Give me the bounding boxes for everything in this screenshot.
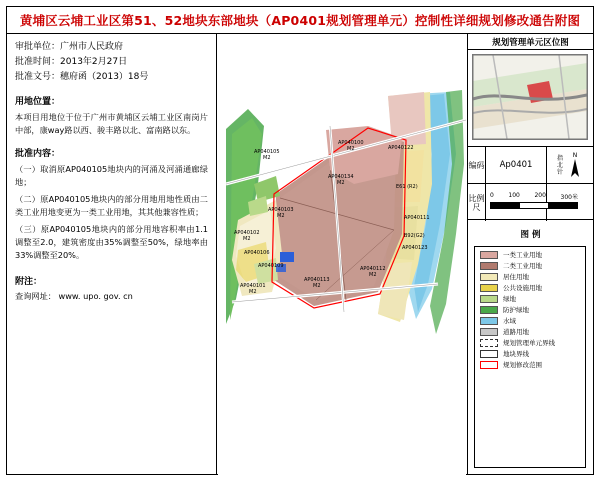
legend-list — [474, 246, 586, 468]
location-key-map[interactable] — [472, 54, 588, 140]
content-item: （三）原AP040105地块内的部分用地容积率由1.1调整至2.0，建筑密度由35%调整至50%，绿地率由33%调整至20%。 — [15, 224, 208, 260]
legend-item — [480, 273, 580, 281]
legend-label: 居住用地 — [503, 273, 529, 281]
legend-item — [480, 339, 580, 347]
legend-item — [480, 328, 580, 336]
code-row — [468, 147, 593, 184]
legend-swatch — [480, 350, 498, 358]
parcel-sub: M2 — [337, 180, 345, 186]
parcel-label — [402, 245, 428, 251]
approval-authority-label: 审批单位： — [15, 42, 61, 52]
legend-label: 水域 — [503, 317, 516, 325]
approval-date-label: 批准时间： — [15, 57, 61, 67]
parcel-label — [360, 266, 386, 278]
parcel-code: AP040100 — [338, 140, 364, 146]
compass-label: 指北针 — [556, 154, 563, 176]
approval-number-label: 批准文号： — [15, 72, 61, 82]
location-heading: 用地位置： — [15, 97, 61, 107]
legend-swatch — [480, 295, 498, 303]
legend-item — [480, 317, 580, 325]
compass — [547, 147, 593, 183]
parcel-label — [328, 174, 354, 186]
parcel-code: AP040134 — [328, 174, 354, 180]
legend-label: 防护绿地 — [503, 306, 529, 314]
notes-url: 查询网址： www. upo. gov. cn — [15, 291, 133, 301]
scale-label: 比例尺 — [468, 184, 486, 221]
code-scale-table — [468, 146, 593, 220]
legend-label: 道路用地 — [503, 328, 529, 336]
parcel-code: AP040123 — [402, 245, 428, 251]
legend-swatch — [480, 328, 498, 336]
scale-tick: 200 — [534, 192, 546, 199]
parcel-label — [396, 184, 418, 190]
sheet-title-bar — [7, 7, 593, 34]
legend-swatch — [480, 251, 498, 259]
legend-swatch — [480, 339, 498, 347]
approval-authority-row — [15, 40, 208, 55]
parcel-sub: M2 — [249, 289, 257, 295]
parcel-label — [254, 149, 280, 161]
content-heading: 批准内容： — [15, 149, 61, 159]
scale-tick: 0 — [490, 192, 494, 199]
parcel-code: AP040109 — [258, 263, 284, 269]
parcel-sub: M2 — [347, 146, 355, 152]
parcel-sub: M2 — [313, 283, 321, 289]
legend-panel — [467, 34, 593, 475]
parcel-code: E61 (R2) — [396, 184, 418, 190]
legend-label: 一类工业用地 — [503, 251, 542, 259]
legend-swatch — [480, 262, 498, 270]
scale-tick: 100 — [508, 192, 520, 199]
parcel-label-layer — [218, 34, 466, 475]
scale-bar-cell — [486, 184, 578, 221]
legend-label: 规划修改范围 — [503, 361, 542, 369]
parcel-code: AP040112 — [360, 266, 386, 272]
legend-item — [480, 295, 580, 303]
legend-label: 绿地 — [503, 295, 516, 303]
legend-label: 二类工业用地 — [503, 262, 542, 270]
parcel-code: AP040105 — [254, 149, 280, 155]
code-label: 编码 — [468, 147, 486, 183]
parcel-label — [338, 140, 364, 152]
parcel-label — [268, 207, 294, 219]
parcel-code: AP040102 — [234, 230, 260, 236]
content-item: （二）原AP040105地块内的部分用地用地性质由二类工业用地变更为一类工业用地，其其他兼容性质； — [15, 194, 208, 217]
scale-tick: 300米 — [560, 194, 578, 201]
legend-swatch — [480, 284, 498, 292]
parcel-sub: M2 — [277, 213, 285, 219]
approval-date-row — [15, 55, 208, 70]
parcel-sub: M2 — [369, 272, 377, 278]
approval-number-row — [15, 70, 208, 85]
notes-heading: 附注： — [15, 277, 43, 287]
page-title: 黄埔区云埔工业区第51、52地块东部地块（AP0401规划管理单元）控制性详细规划修改通告附图 — [19, 13, 581, 28]
legend-swatch — [480, 273, 498, 281]
approval-number-value: 穗府函（2013）18号 — [60, 72, 149, 82]
location-map-title: 规划管理单元区位图 — [468, 34, 593, 50]
legend-item — [480, 284, 580, 292]
parcel-code: AP040103 — [268, 207, 294, 213]
legend-label: 地块界线 — [503, 350, 529, 358]
legend-label: 规划管理单元界线 — [503, 339, 555, 347]
parcel-code: AP040111 — [404, 215, 430, 221]
parcel-label — [258, 263, 284, 269]
approval-date-value: 2013年2月27日 — [60, 57, 128, 67]
location-key-map-graphic — [473, 55, 587, 139]
legend-item — [480, 306, 580, 314]
parcel-label — [388, 145, 414, 151]
main-map[interactable] — [218, 34, 466, 475]
content-item: （一）取消原AP040105地块内的河涌及河涌通廊绿地； — [15, 164, 208, 187]
legend-item — [480, 262, 580, 270]
parcel-code: AP040106 — [244, 250, 270, 256]
info-panel — [7, 34, 217, 475]
legend-item — [480, 251, 580, 259]
svg-text:N: N — [572, 152, 577, 159]
legend-title: 图 例 — [520, 230, 541, 240]
parcel-label — [304, 277, 330, 289]
parcel-sub: M2 — [263, 155, 271, 161]
parcel-label — [240, 283, 266, 295]
legend-swatch — [480, 317, 498, 325]
parcel-code: B92(G2) — [404, 233, 425, 239]
north-arrow-icon — [565, 149, 585, 181]
parcel-label — [234, 230, 260, 242]
legend-swatch — [480, 306, 498, 314]
legend-label: 公共设施用地 — [503, 284, 542, 292]
legend-item — [480, 361, 580, 369]
parcel-code: AP040101 — [240, 283, 266, 289]
approval-authority-value: 广州市人民政府 — [60, 42, 124, 52]
parcel-label — [404, 215, 430, 221]
location-text: 本项目用地位于位于广州市黄埔区云埔工业区南岗片中部，康way路以西、骏丰路以北、富南路以东。 — [15, 112, 208, 135]
compass-spacer — [547, 184, 593, 221]
parcel-sub: M2 — [243, 236, 251, 242]
parcel-label — [244, 250, 270, 256]
code-value: Ap0401 — [486, 147, 547, 183]
legend-item — [480, 350, 580, 358]
legend-swatch — [480, 361, 498, 369]
scale-row — [468, 184, 593, 221]
parcel-code: AP040113 — [304, 277, 330, 283]
parcel-label — [404, 233, 425, 239]
parcel-code: AP040122 — [388, 145, 414, 151]
